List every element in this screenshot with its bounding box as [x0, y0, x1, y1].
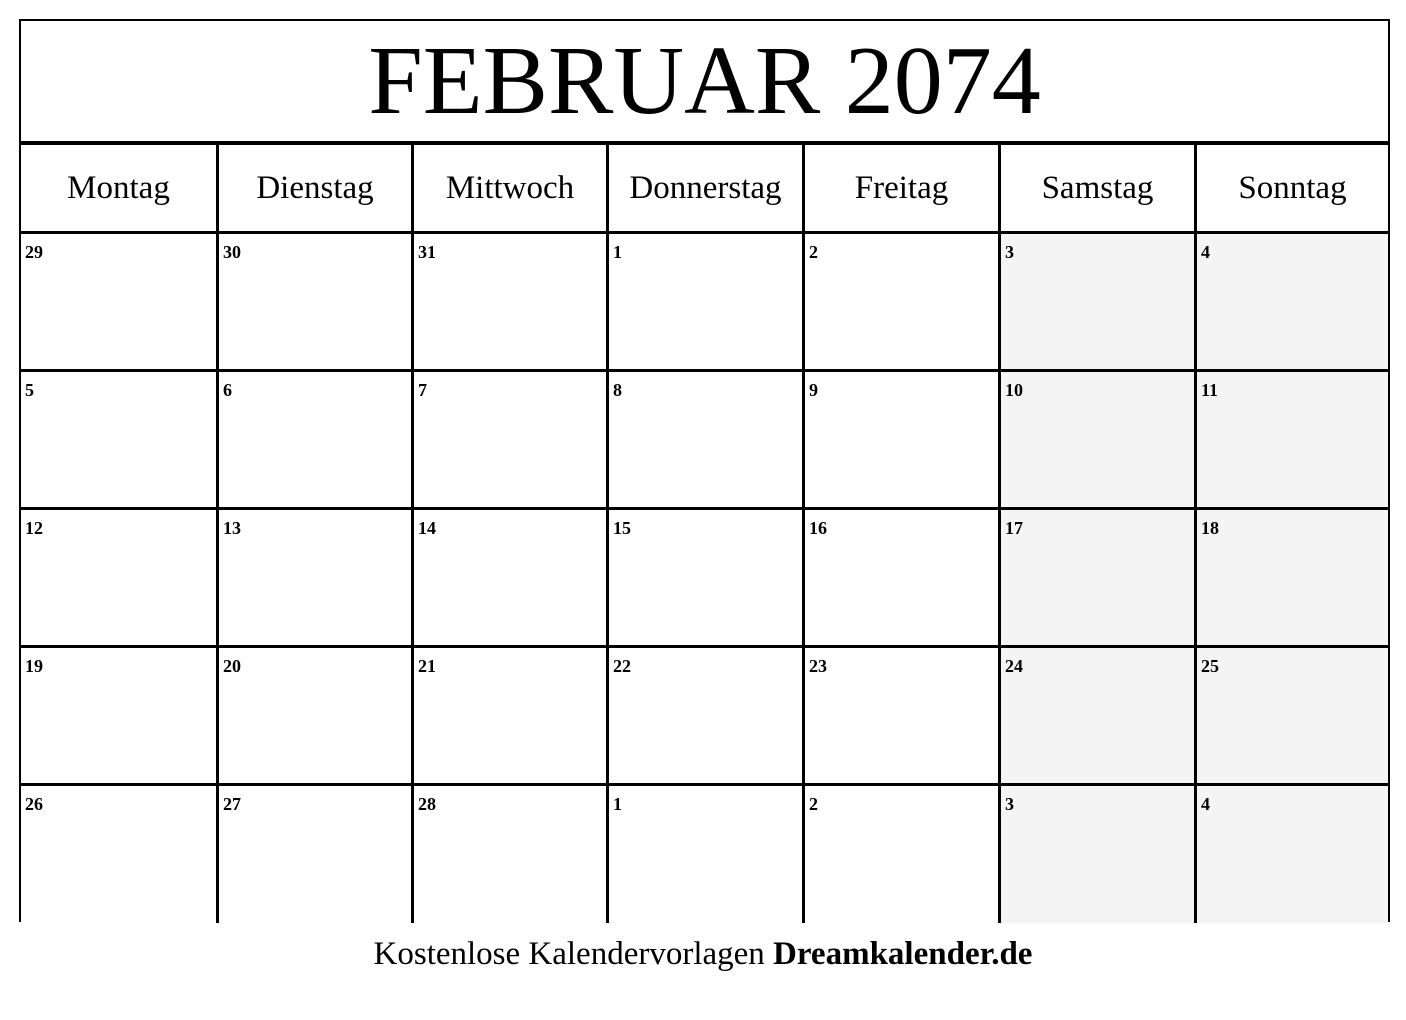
day-number: 24 [1005, 656, 1023, 676]
day-number: 9 [809, 380, 818, 400]
weekday-header: Sonntag [1194, 145, 1388, 231]
weekday-header-row [21, 143, 1388, 234]
day-cell [216, 510, 411, 645]
day-number: 29 [25, 242, 43, 262]
day-cell [802, 372, 998, 507]
calendar [19, 19, 1390, 922]
day-number: 26 [25, 794, 43, 814]
day-number: 7 [418, 380, 427, 400]
day-cell [411, 234, 606, 369]
day-number: 5 [25, 380, 34, 400]
day-number: 15 [613, 518, 631, 538]
weekend-day-cell [1194, 648, 1388, 783]
title-row [21, 21, 1388, 143]
day-cell [802, 648, 998, 783]
day-number: 3 [1005, 242, 1014, 262]
day-number: 27 [223, 794, 241, 814]
day-number: 12 [25, 518, 43, 538]
day-cell [216, 234, 411, 369]
day-number: 25 [1201, 656, 1219, 676]
day-number: 2 [809, 242, 818, 262]
day-cell [606, 786, 802, 923]
day-number: 1 [613, 794, 622, 814]
day-cell [802, 510, 998, 645]
day-cell [606, 234, 802, 369]
day-number: 3 [1005, 794, 1014, 814]
footer-brand: Dreamkalender.de [773, 936, 1033, 972]
week-row [21, 372, 1388, 510]
day-number: 22 [613, 656, 631, 676]
day-number: 4 [1201, 242, 1210, 262]
day-cell [411, 510, 606, 645]
day-number: 30 [223, 242, 241, 262]
day-number: 17 [1005, 518, 1023, 538]
day-number: 4 [1201, 794, 1210, 814]
week-row [21, 234, 1388, 372]
day-number: 2 [809, 794, 818, 814]
day-cell [411, 372, 606, 507]
weekend-day-cell [998, 648, 1194, 783]
day-cell [606, 372, 802, 507]
day-number: 6 [223, 380, 232, 400]
day-cell [21, 234, 216, 369]
weekend-day-cell [998, 510, 1194, 645]
day-number: 20 [223, 656, 241, 676]
day-cell [606, 648, 802, 783]
day-cell [802, 234, 998, 369]
day-cell [21, 648, 216, 783]
weekday-header: Samstag [998, 145, 1194, 231]
day-cell [216, 648, 411, 783]
day-cell [216, 372, 411, 507]
day-cell [411, 786, 606, 923]
weekend-day-cell [1194, 510, 1388, 645]
day-cell [606, 510, 802, 645]
weekend-day-cell [1194, 786, 1388, 923]
day-number: 14 [418, 518, 436, 538]
day-number: 13 [223, 518, 241, 538]
weekday-header: Freitag [802, 145, 998, 231]
day-number: 31 [418, 242, 436, 262]
day-cell [216, 786, 411, 923]
day-cell [21, 510, 216, 645]
day-cell [21, 786, 216, 923]
week-row [21, 510, 1388, 648]
day-number: 11 [1201, 380, 1219, 400]
weekday-header: Mittwoch [411, 145, 606, 231]
day-number: 18 [1201, 518, 1219, 538]
day-number: 21 [418, 656, 436, 676]
weekday-header: Donnerstag [606, 145, 802, 231]
day-number: 1 [613, 242, 622, 262]
weekend-day-cell [998, 372, 1194, 507]
footer [0, 936, 1406, 973]
day-cell [21, 372, 216, 507]
day-number: 23 [809, 656, 827, 676]
calendar-grid [21, 143, 1388, 920]
weekday-header: Dienstag [216, 145, 411, 231]
day-cell [802, 786, 998, 923]
weekend-day-cell [1194, 234, 1388, 369]
weekend-day-cell [1194, 372, 1388, 507]
weekday-header: Montag [67, 169, 170, 206]
day-number: 10 [1005, 380, 1023, 400]
day-cell [411, 648, 606, 783]
week-row [21, 786, 1388, 923]
day-number: 19 [25, 656, 43, 676]
calendar-title: FEBRUAR 2074 [368, 27, 1041, 135]
day-number: 8 [613, 380, 622, 400]
weekend-day-cell [998, 786, 1194, 923]
weekend-day-cell [998, 234, 1194, 369]
week-row [21, 648, 1388, 786]
day-number: 28 [418, 794, 436, 814]
day-number: 16 [809, 518, 827, 538]
footer-text: Kostenlose Kalendervorlagen [373, 936, 765, 972]
